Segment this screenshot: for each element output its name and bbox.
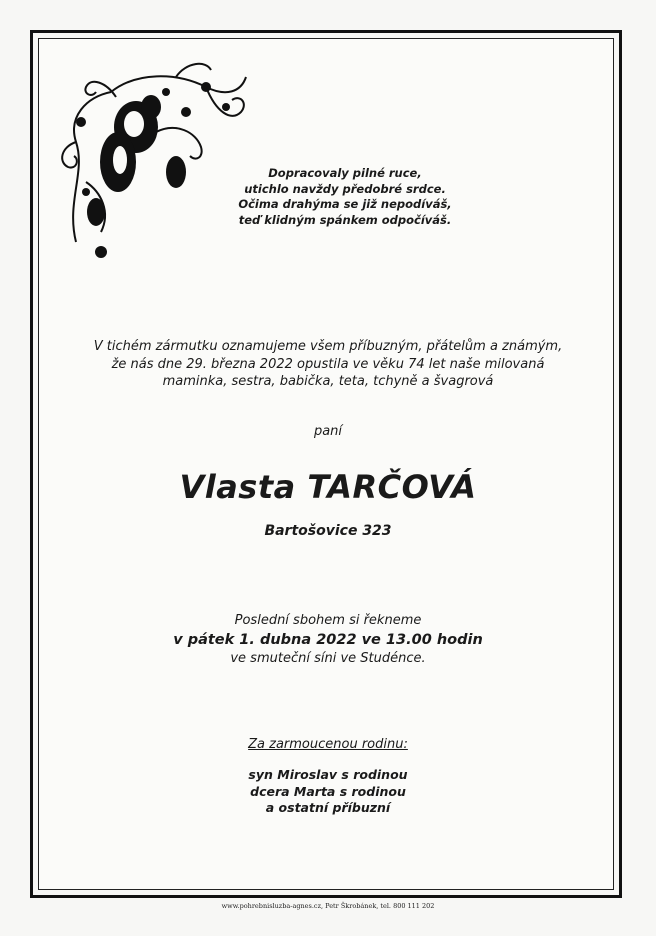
family-member: a ostatní příbuzní [265,800,391,815]
farewell-info [0,612,656,668]
family-member: syn Miroslav s rodinou [248,767,408,782]
farewell-intro: Poslední sbohem si řekneme [234,613,422,628]
cherub-vine-ornament-icon [56,52,256,267]
poem-line: teď klidným spánkem odpočíváš. [238,212,452,227]
footer-credit: www.pohrebnisluzba-agnes.cz, Petr Škrobánek, tel. 800 111 202 [221,902,435,910]
family-list [0,767,656,817]
announcement-line: V tichém zármutku oznamujeme všem příbuzným, přátelům a známým, [93,339,563,354]
poem-line: Očima drahýma se již nepodíváš, [238,197,452,211]
deceased-address: Bartošovice 323 [264,523,392,539]
death-announcement [60,338,596,391]
farewell-place: ve smuteční síni ve Studénce. [230,651,426,666]
poem-line: utichlo navždy předobré srdce. [244,181,446,196]
poem-line: Dopracovaly pilné ruce, [268,166,422,180]
farewell-datetime: v pátek 1. dubna 2022 ve 13.00 hodin [173,632,483,648]
memorial-poem [230,166,460,228]
family-member: dcera Marta s rodinou [250,783,406,799]
family-heading: Za zarmoucenou rodinu: [248,737,408,752]
deceased-name: Vlasta TARČOVÁ [179,468,477,506]
announcement-line: maminka, sestra, babička, teta, tchyně a švagrová [162,374,494,389]
announcement-line: že nás dne 29. března 2022 opustila ve věku 74 let naše milovaná [111,356,545,372]
salutation: paní [313,424,343,439]
